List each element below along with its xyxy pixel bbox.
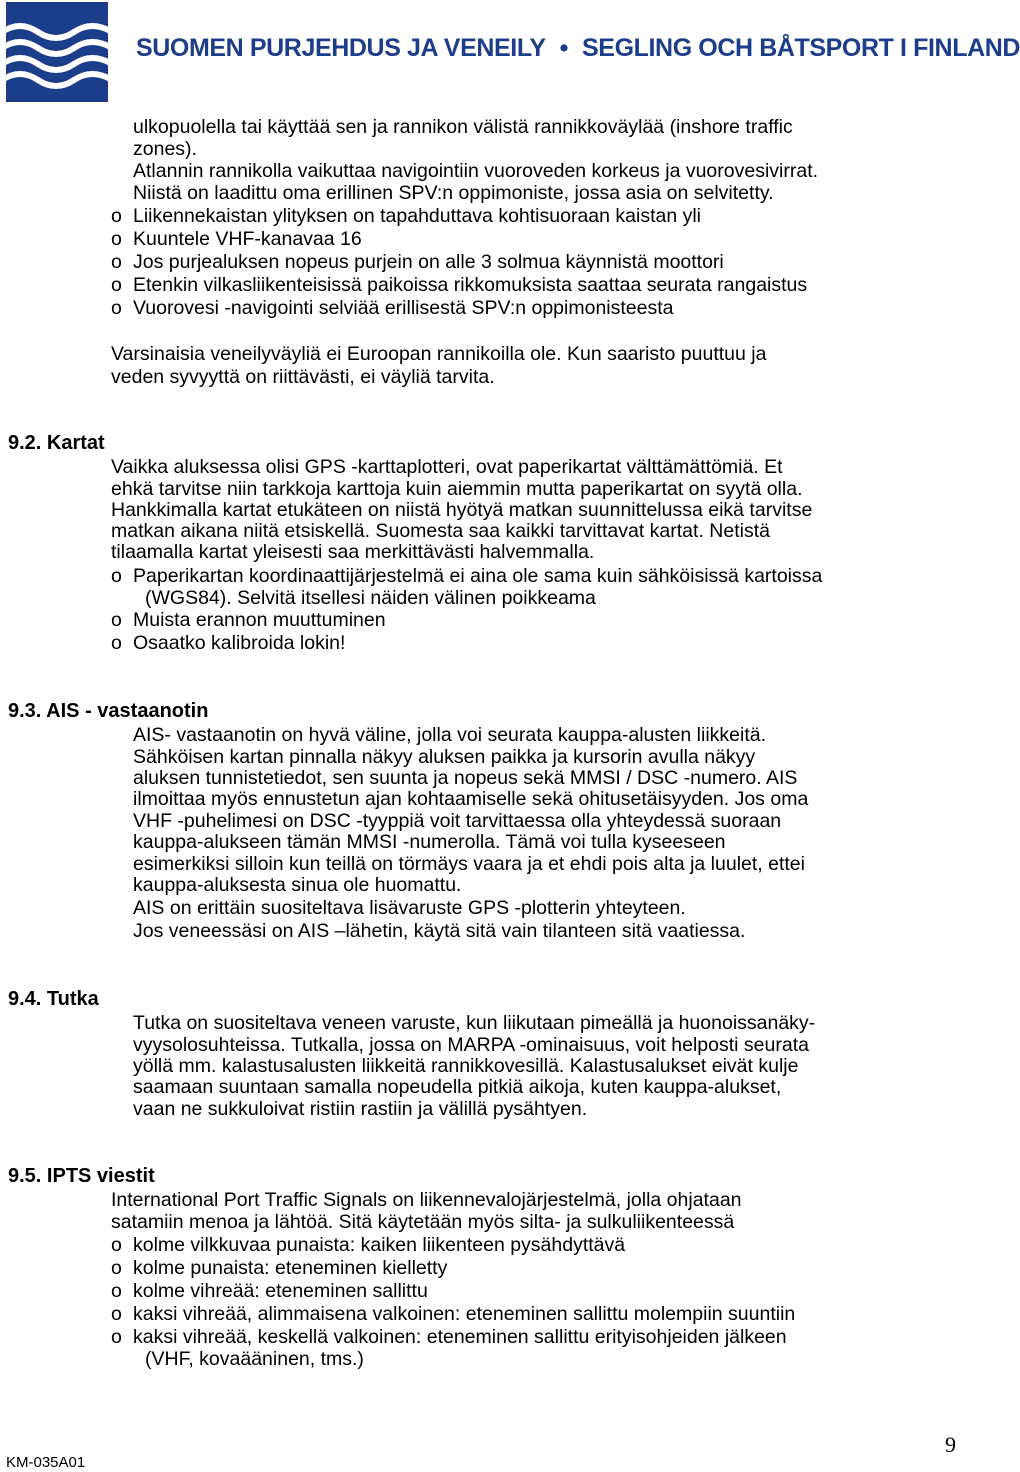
list-item-text: kolme vilkkuvaa punaista: kaiken liikenteen pysähdyttävä [133,1234,626,1256]
org-separator: • [559,34,569,62]
list-item-text: kolme vihreää: eteneminen sallittu [133,1280,428,1302]
list-item [111,609,386,631]
text-line: saamaan suuntaan samalla nopeudella pitkiä aikoja, kuten kauppa-alukset, [133,1076,782,1098]
list-item-text: Paperikartan koordinaattijärjestelmä ei aina ole sama kuin sähköisissä kartoissa [133,565,823,587]
text-line: esimerkiksi silloin kun teillä on törmäys vaara ja et ehdi pois alta ja luulet, ettei [133,853,805,875]
text-line: kauppa-alukseen tämän MMSI -numerolla. Tämä voi tulla kyseeseen [133,831,726,853]
bullet: o [111,1303,122,1325]
list-item [111,228,362,250]
list-item-continuation: (WGS84). Selvitä itsellesi näiden välinen poikkeama [145,587,596,609]
list-item [111,565,822,587]
list-item-text: Vuorovesi -navigointi selviää erillisestä SPV:n oppimonisteesta [133,297,674,319]
waves-logo-icon [6,2,108,102]
org-name-swedish: SEGLING OCH BÅTSPORT I FINLAND [582,34,1020,62]
text-line: kauppa-aluksesta sinua ole huomattu. [133,874,462,896]
section-heading-ais: 9.3. AIS - vastaanotin [8,700,209,722]
section-heading-kartat: 9.2. Kartat [8,432,105,454]
org-name-finnish: SUOMEN PURJEHDUS JA VENEILY [136,34,546,62]
bullet: o [111,609,122,631]
list-item-text: kolme punaista: eteneminen kielletty [133,1257,448,1279]
text-line: AIS on erittäin suositeltava lisävaruste GPS -plotterin yhteyteen. [133,897,686,919]
list-item [111,632,345,654]
list-item [111,274,807,296]
list-item [111,251,724,273]
text-line: aluksen tunnistetiedot, sen suunta ja nopeus sekä MMSI / DSC -numero. AIS [133,767,798,789]
text-line: Niistä on laadittu oma erillinen SPV:n oppimoniste, jossa asia on selvitetty. [133,182,774,204]
list-item [111,1326,787,1348]
text-line: Vaikka aluksessa olisi GPS -karttaplotteri, ovat paperikartat välttämättömiä. Et [111,456,783,478]
list-item-text: Muista erannon muuttuminen [133,609,386,631]
section-heading-ipts: 9.5. IPTS viestit [8,1165,155,1187]
text-line: International Port Traffic Signals on liikennevalojärjestelmä, jolla ohjataan [111,1189,742,1211]
text-line: Jos veneessäsi on AIS –lähetin, käytä sitä vain tilanteen sitä vaatiessa. [133,920,746,942]
bullet: o [111,1326,122,1348]
text-line: vyysolosuhteissa. Tutkalla, jossa on MARPA -ominaisuus, voit helposti seurata [133,1034,809,1056]
text-line: vaan ne sukkuloivat ristiin rastiin ja välillä pysähtyen. [133,1098,588,1120]
list-item [111,1280,428,1302]
list-item-continuation: (VHF, kovaääninen, tms.) [145,1348,364,1370]
section-heading-tutka: 9.4. Tutka [8,988,99,1010]
bullet: o [111,632,122,654]
text-line: Atlannin rannikolla vaikuttaa navigointiin vuoroveden korkeus ja vuorovesivirrat. [133,160,819,182]
list-item-text: Osaatko kalibroida lokin! [133,632,346,654]
text-line: VHF -puhelimesi on DSC -tyyppiä voit tarvittaessa olla yhteydessä suoraan [133,810,782,832]
page-number: 9 [945,1432,956,1457]
list-item [111,297,674,319]
text-line: ilmoittaa myös ennustetun ajan kohtaamiselle sekä ohitusetäisyyden. Jos oma [133,788,809,810]
bullet: o [111,1257,122,1279]
bullet: o [111,1234,122,1256]
bullet: o [111,205,122,227]
list-item [111,1234,625,1256]
bullet: o [111,1280,122,1302]
text-line: AIS- vastaanotin on hyvä väline, jolla voi seurata kauppa-alusten liikkeitä. [133,724,767,746]
list-item-text: Liikennekaistan ylityksen on tapahduttava kohtisuoraan kaistan yli [133,205,702,227]
list-item-text: kaksi vihreää, keskellä valkoinen: eteneminen sallittu erityisohjeiden jälkeen [133,1326,787,1348]
list-item-text: Kuuntele VHF-kanavaa 16 [133,228,362,250]
list-item-text: kaksi vihreää, alimmaisena valkoinen: eteneminen sallittu molempiin suuntiin [133,1303,796,1325]
text-line: tilaamalla kartat yleisesti saa merkittävästi halvemmalla. [111,541,595,563]
document-code: KM-035A01 [6,1454,86,1471]
page-header [0,0,1020,108]
text-line: satamiin menoa ja lähtöä. Sitä käytetään myös silta- ja sulkuliikenteessä [111,1211,735,1233]
bullet: o [111,251,122,273]
text-line: Hankkimalla kartat etukäteen on niistä hyötyä matkan suunnittelussa eikä tarvitse [111,499,813,521]
organization-name [136,34,1020,63]
bullet: o [111,297,122,319]
list-item-text: Etenkin vilkasliikenteisissä paikoissa rikkomuksista saattaa seurata rangaistus [133,274,808,296]
list-item-text: Jos purjealuksen nopeus purjein on alle 3 solmua käynnistä moottori [133,251,724,273]
list-item [111,1303,795,1325]
bullet: o [111,228,122,250]
text-line: Tutka on suositeltava veneen varuste, kun liikutaan pimeällä ja huonoissanäky- [133,1012,816,1034]
text-line: zones). [133,138,197,160]
text-line: ulkopuolella tai käyttää sen ja rannikon välistä rannikkoväylää (inshore traffic [133,116,793,138]
list-item [111,1257,447,1279]
text-line: yöllä mm. kalastusalusten liikkeitä rannikkovesillä. Kalastusalukset eivät kulje [133,1055,799,1077]
text-line: ehkä tarvitse niin tarkkoja karttoja kuin aiemmin mutta paperikartat on syytä olla. [111,478,803,500]
bullet: o [111,274,122,296]
text-line: veden syvyyttä on riittävästi, ei väyliä tarvita. [111,366,495,388]
bullet: o [111,565,122,587]
text-line: Varsinaisia veneilyväyliä ei Euroopan rannikoilla ole. Kun saaristo puuttuu ja [111,343,767,365]
text-line: matkan aikana niitä etsiskellä. Suomesta saa kaikki tarvittavat kartat. Netistä [111,520,770,542]
text-line: Sähköisen kartan pinnalla näkyy aluksen paikka ja kursorin avulla näkyy [133,746,756,768]
list-item [111,205,701,227]
